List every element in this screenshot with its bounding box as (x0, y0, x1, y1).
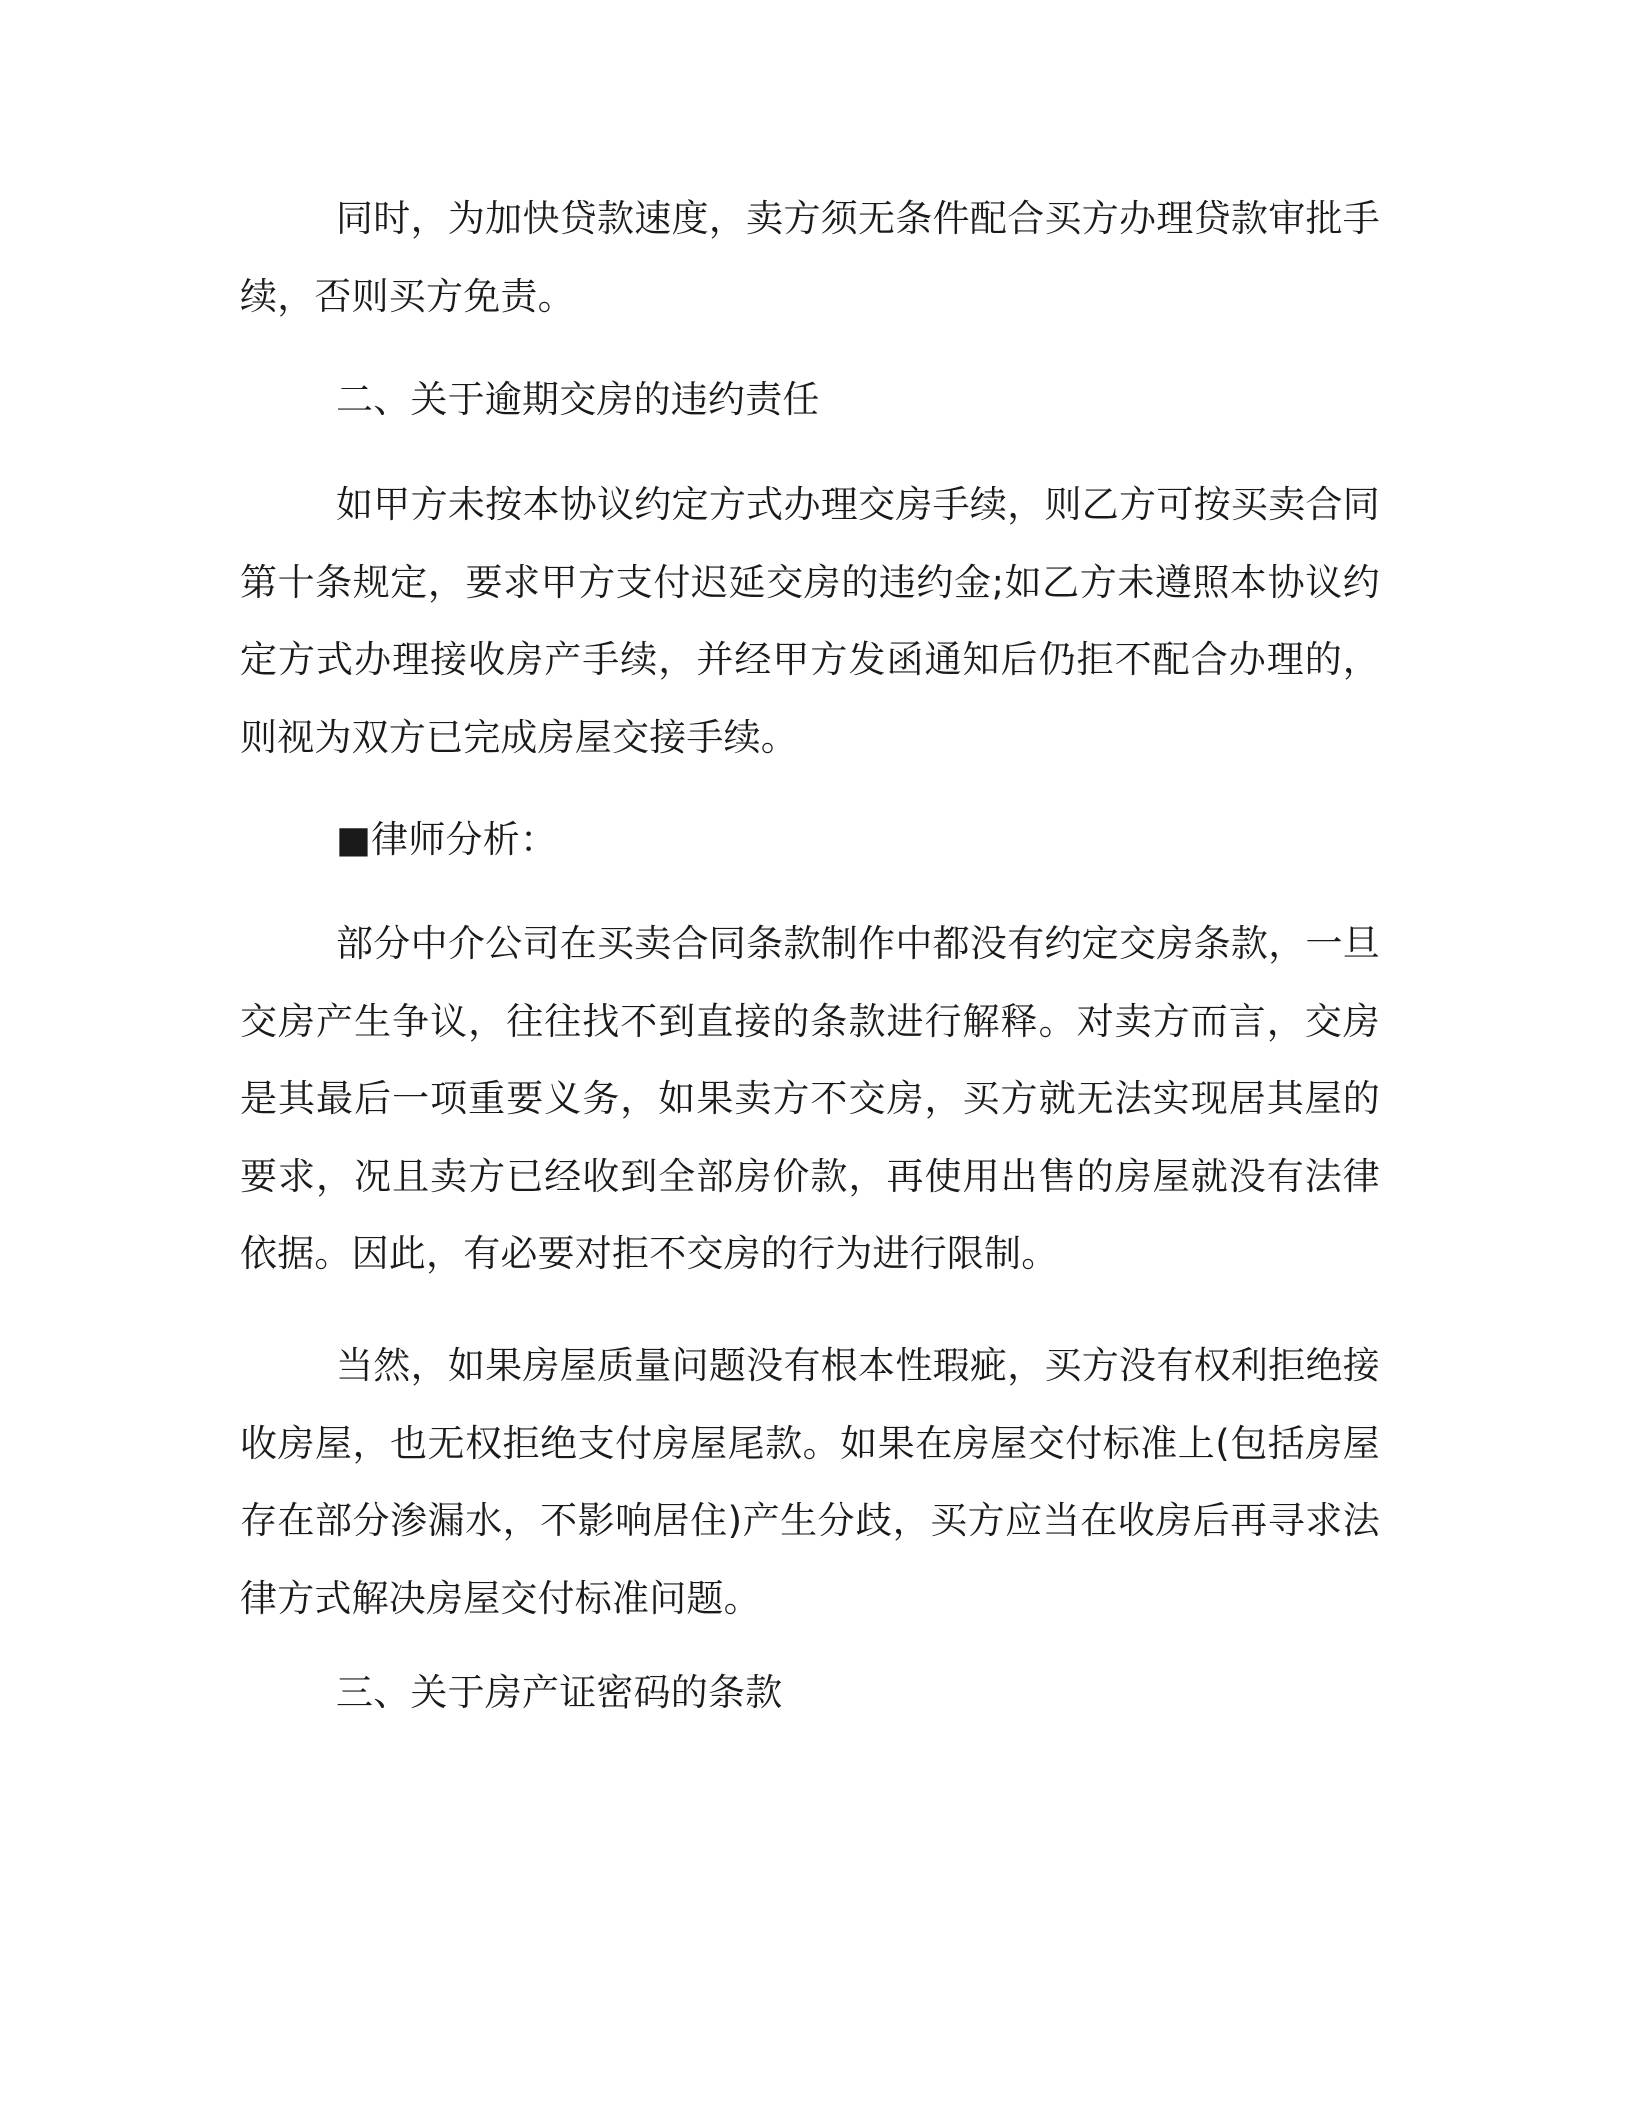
paragraph-analysis-quality: 当然，如果房屋质量问题没有根本性瑕疵，买方没有权利拒绝接收房屋，也无权拒绝支付房屋尾款。如果在房屋交付标准上(包括房屋存在部分渗漏水，不影响居住)产生分歧，买方应当在收房后再寻求法律方式解决房屋交付标准问题。 (240, 1344, 1380, 1620)
lawyer-analysis-heading: ■律师分析： (336, 818, 558, 861)
document-page (240, 0, 1380, 2112)
section-heading-late-delivery: 二、关于逾期交房的违约责任 (336, 378, 820, 421)
paragraph-loan-cooperation: 同时，为加快贷款速度，卖方须无条件配合买方办理贷款审批手续，否则买方免责。 (240, 197, 1380, 318)
paragraph-analysis-delivery: 部分中介公司在买卖合同条款制作中都没有约定交房条款，一旦交房产生争议，往往找不到直接的条款进行解释。对卖方而言，交房是其最后一项重要义务，如果卖方不交房，买方就无法实现居其屋的要求，况且卖方已经收到全部房价款，再使用出售的房屋就没有法律依据。因此，有必要对拒不交房的行为进行限制。 (240, 922, 1380, 1275)
section-heading-certificate-password: 三、关于房产证密码的条款 (336, 1671, 783, 1714)
paragraph-late-delivery-clause: 如甲方未按本协议约定方式办理交房手续，则乙方可按买卖合同第十条规定，要求甲方支付迟延交房的违约金;如乙方未遵照本协议约定方式办理接收房产手续，并经甲方发函通知后仍拒不配合办理的，则视为双方已完成房屋交接手续。 (240, 483, 1380, 759)
